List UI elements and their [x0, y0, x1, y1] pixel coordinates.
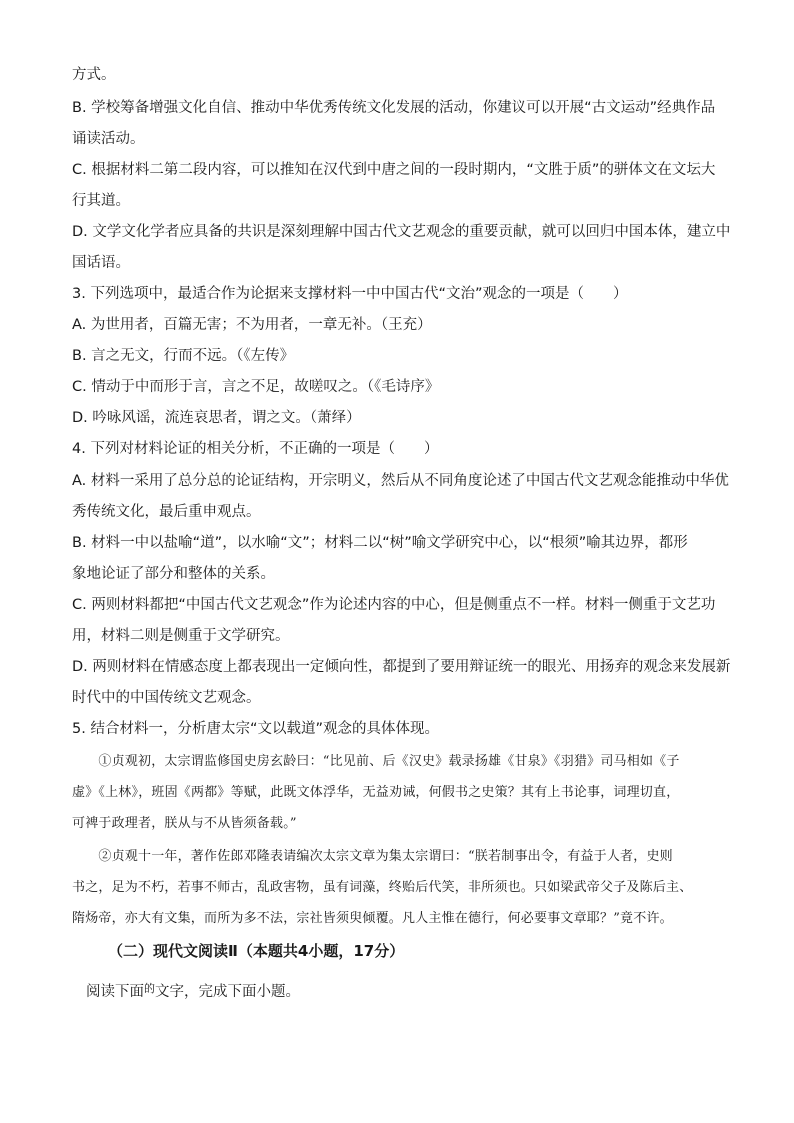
text-line: B. 学校筹备增强文化自信、推动中华优秀传统文化发展的活动，你建议可以开展“古文运动”经典作品 — [72, 100, 716, 116]
option-c: C. 情动于中而形于言，言之不足，故嗟叹之。（《毛诗序》 — [72, 379, 440, 395]
option-b: B. 材料一中以盐喻“道”，以水喻“文”；材料二以“树”喻文学研究中心，以“根须”喻其边界，都形 — [72, 535, 688, 551]
quote-line: ①贞观初，太宗谓监修国史房玄龄曰：“比见前、后《汉史》载录扬雄《甘泉》《羽猎》司马相如《子 — [72, 754, 680, 769]
instruction-text: 阅读下面 — [86, 984, 144, 1000]
text-line: 时代中的中国传统文艺观念。 — [72, 690, 261, 706]
question-4: 4. 下列对材料论证的相关分析，不正确的一项是（ ） — [72, 441, 439, 457]
question-5: 5. 结合材料一，分析唐太宗“文以载道”观念的具体体现。 — [72, 721, 439, 737]
option-b: B. 言之无文，行而不远。（《左传》 — [72, 348, 295, 364]
text-line: 象地论证了部分和整体的关系。 — [72, 566, 275, 582]
option-d: D. 两则材料在情感态度上都表现出一定倾向性，都提到了要用辩证统一的眼光、用扬弃的观念来发展新 — [72, 659, 731, 675]
text-line: 秀传统文化，最后重申观点。 — [72, 504, 261, 520]
instruction-superscript: 的 — [144, 982, 155, 995]
text-line: 行其道。 — [72, 193, 130, 209]
text-line: 诵读活动。 — [72, 131, 145, 147]
text-line: C. 根据材料二第二段内容，可以推知在汉代到中唐之间的一段时期内，“文胜于质”的骈体文在文坛大 — [72, 162, 716, 178]
text-line: 用，材料二则是侧重于文学研究。 — [72, 628, 290, 644]
option-c: C. 两则材料都把“中国古代文艺观念”作为论述内容的中心，但是侧重点不一样。材料一侧重于文艺功 — [72, 597, 716, 613]
text-line: 方式。 — [72, 67, 116, 83]
instruction-line — [86, 979, 300, 1002]
option-a: A. 为世用者，百篇无害；不为用者，一章无补。（王充） — [72, 317, 432, 333]
option-d: D. 吟咏风谣，流连哀思者，谓之文。（萧绎） — [72, 410, 361, 426]
question-3: 3. 下列选项中，最适合作为论据来支撑材料一中中国古代“文治”观念的一项是（ ） — [72, 286, 628, 302]
section-heading: （二）现代文阅读Ⅱ（本题共4小题，17分） — [108, 942, 405, 960]
instruction-text: 文字，完成下面小题。 — [155, 984, 300, 1000]
text-line: D. 文学文化学者应具备的共识是深刻理解中国古代文艺观念的重要贡献，就可以回归中国本体，建立中 — [72, 224, 731, 240]
quote-line: 虚》《上林》，班固《两都》等赋，此既文体浮华，无益劝诫，何假书之史策？其有上书论事，词理切直， — [72, 785, 680, 800]
quote-line: 可裨于政理者，朕从与不从皆须备载。” — [72, 816, 297, 831]
option-a: A. 材料一采用了总分总的论证结构，开宗明义，然后从不同角度论述了中国古代文艺观念能推动中华优 — [72, 473, 729, 489]
quote-line: ②贞观十一年，著作佐郎邓隆表请编次太宗文章为集太宗谓曰：“朕若制事出令，有益于人者，史则 — [72, 849, 673, 864]
text-line: 国话语。 — [72, 255, 130, 271]
quote-line: 书之，足为不朽，若事不师古，乱政害物，虽有词藻，终贻后代笑，非所须也。只如梁武帝父子及陈后主、 — [72, 880, 693, 895]
quote-line: 隋炀帝，亦大有文集，而所为多不法，宗社皆须臾倾覆。凡人主惟在德行，何必要事文章耶？”竟不许。 — [72, 911, 673, 926]
